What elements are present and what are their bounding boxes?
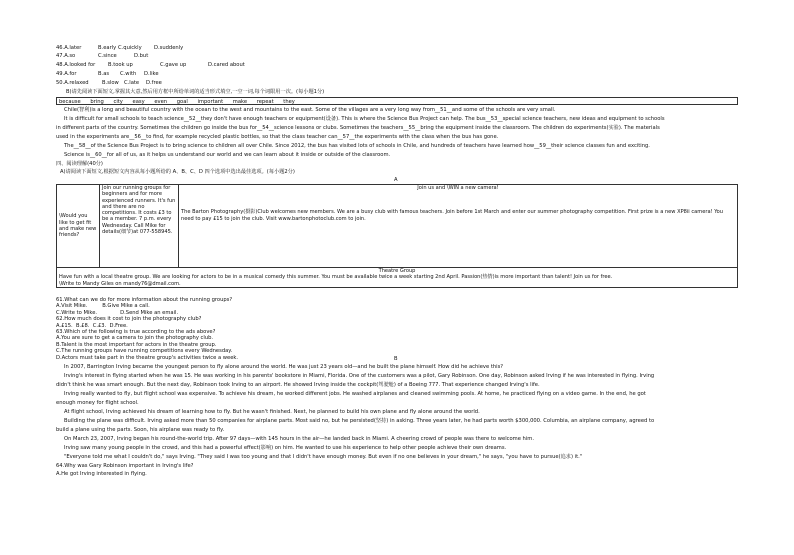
photo-ad-body: The Barton Photography(摄影)Club welcomes new members. We are a busy club with famous teachers. Join before 1st March and enter our summer photography competition. First prize is a new XP8ii camera! You need to pay £15 to join the club. Visit www.bartonphotoclub.com to join.	[181, 209, 724, 222]
theatre-ad-body: Have fun with a local theatre group. We are looking for actors to be in a musical comedy this summer. You must be available twice a week starting 2nd April. Passion(热情)is more important than talent! Join us for free.	[59, 274, 613, 281]
word-bank-item: repeat	[256, 99, 274, 105]
passage-line: used in the experiments are__56__to find, for example recycled plastic bottles, so that the class teacher can__57__the experiments with the class when the bus has gone.	[56, 134, 499, 140]
question-line: A.You are sure to get a camera to join the photography club.	[56, 335, 214, 342]
word-bank	[56, 97, 738, 105]
question-line: A.He got Irving interested in flying.	[56, 471, 147, 477]
story-line: "Everyone told me what I couldn't do," says Irving. "They said I was too young and that I didn't have enough money. But even if no one believes in your dream," he says, "you have to pursue(追求) it."	[64, 454, 583, 460]
passage-line: Chile(智利)is a long and beautiful country with the ocean to the west and mountains to the east. Some of the villages are a very long way from__51__and some of the schools are very small.	[64, 107, 556, 113]
question-line: C.Write to Mike. D.Send Mike an email.	[56, 309, 179, 316]
question-line: A.£15. B.£8. C.£3. D.Free.	[56, 322, 128, 329]
story-line: enough money for flight school.	[56, 400, 139, 406]
question-line: B.Talent is the most important for actors in the theatre group.	[56, 341, 217, 348]
story-line: build a plane using the parts. Soon, his airplane was ready to fly.	[56, 427, 225, 433]
option-row-48: 48.A.looked for B.took up C.gave up D.cared about	[56, 62, 245, 68]
word-bank-item: bring	[90, 99, 104, 105]
theatre-ad-cell	[57, 268, 738, 288]
text-b-label: B	[394, 356, 398, 362]
option-row-49: 49.A.for B.as C.with D.like	[56, 71, 159, 77]
ads-table	[56, 184, 738, 288]
section-4-instruction: A)请阅读下面短文,根据短文内容从每小题所给的 A、B、C、D 四个选项中选出最佳选项。(每小题2分)	[60, 169, 295, 175]
question-line: A.Visit Mike. B.Give Mike a call.	[56, 303, 150, 310]
question-line: 61.What can we do for more information about the running groups?	[56, 297, 233, 303]
question-line: C.The running groups have running competitions every Wednesday.	[56, 348, 233, 355]
photo-ad-cell	[179, 185, 738, 268]
passage-line: The__58__of the Science Bus Project is to bring science to children all over Chile. Since 2012, the bus has visited lots of schools in Chile, and hundreds of teachers have learned how__59__their science classes fun and exciting.	[64, 143, 650, 149]
question-line: D.Actors must take part in the theatre group's activities twice a week.	[56, 354, 239, 361]
running-ad-cell: Join our running groups for beginners and for more experienced runners. It's fun and there are no competitions. It costs £3 to be a member. 7 p.m. every Wednesday. Call Mike for details(细节)at 077-558945.	[100, 185, 179, 268]
story-line: In 2007, Barrington Irving became the youngest person to fly alone around the world. He was just 23 years old—and he built the plane himself. How did he achieve this?	[64, 364, 504, 370]
section-b-instruction: B)请先阅读下面短文,掌握其大意,然后用方框中所给单词的适当形式填空,一空一词,每个词限用一次。(每小题1分)	[66, 89, 325, 95]
story-line: On March 23, 2007, Irving began his round-the-world trip. After 97 days—with 145 hours in the air—he landed back in Miami. A cheering crowd of people was there to welcome him.	[64, 436, 534, 442]
photo-ad-title: Join us and \WIN a new camera!	[417, 185, 499, 191]
theatre-ad-title: Theatre Group	[378, 268, 416, 274]
question-line: 63.Which of the following is true according to the ads above?	[56, 329, 216, 336]
theatre-ad-contact: \Write to Mandy Giles on mandy76@dmail.com.	[59, 280, 181, 287]
story-line: At flight school, Irving achieved his dream of learning how to fly. But he wasn't finished. Next, he planned to build his own plane and fly alone around the world.	[64, 409, 480, 415]
question-line: 64.Why was Gary Robinson important in Irving's life?	[56, 463, 194, 469]
word-bank-item: even	[154, 99, 168, 105]
option-row-50: 50.A.relaxed B.slow C.late D.free	[56, 80, 162, 86]
word-bank-item: important	[197, 99, 224, 105]
passage-line: It is difficult for small schools to teach science__52__they don't have enough teachers or equipment(设备). This is where the Science Bus Project can help. The bus__53__special science teachers, new ideas and equipment to schools	[64, 116, 665, 122]
word-bank-item: city	[113, 99, 123, 105]
section-4-title: 四、阅读理解(40分)	[56, 161, 103, 167]
questions-a	[56, 297, 238, 361]
text-a-label: A	[394, 177, 398, 183]
passage-line: in different parts of the country. Sometimes the children go inside the bus for__54__science lessons or clubs. Sometimes the teachers__55__bring the equipment inside the classroom. The children do experiments(实验). The materials	[56, 125, 660, 131]
question-line: 62.How much does it cost to join the photography club?	[56, 316, 202, 323]
story-line: Irving really wanted to fly, but flight school was expensive. To achieve his dream, he worked different jobs. He washed airplanes and cleaned swimming pools. At home, he practiced flying on a video game. In the end, he got	[64, 391, 646, 397]
story-line: didn't think he was smart enough. But the next day, Robinson took Irving to an airport. He showed Irving inside the cockpit(驾驶舱) of a Boeing 777. That experience changed Irving's life.	[56, 382, 540, 388]
story-line: Irving's interest in flying started when he was 15. He was working in his parents' bookstore in Miami, Florida. One of the customers was a pilot, Gary Robinson. One day, Robinson asked Irving if he was interested in flying. Irving	[64, 373, 655, 379]
word-bank-item: easy	[132, 99, 145, 105]
passage-line: Science is__60__for all of us, as it helps us understand our world and we can learn about it inside or outside of the classroom.	[64, 152, 391, 158]
running-question-cell: \Would you like to get fit and make new friends?	[57, 185, 100, 268]
story-line: Building the plane was difficult. Irving asked more than 50 companies for airplane parts. Most said no, but he persisted(坚持) in asking. Three years later, he had parts worth $300,000. Columbia, an airplane company, agreed to	[64, 418, 655, 424]
option-row-47: 47.A.so C.since D.but	[56, 53, 149, 59]
word-bank-item: goal	[176, 99, 188, 105]
word-bank-item: make	[232, 99, 248, 105]
word-bank-item: they	[283, 99, 295, 105]
word-bank-item: because	[59, 99, 81, 105]
option-row-46: 46.A.later B.early C.quickly D.suddenly	[56, 45, 184, 51]
story-line: Irving saw many young people in the crowd, and this had a powerful effect(影响) on him. He wanted to use his experience to help other people achieve their own dreams.	[64, 445, 507, 451]
